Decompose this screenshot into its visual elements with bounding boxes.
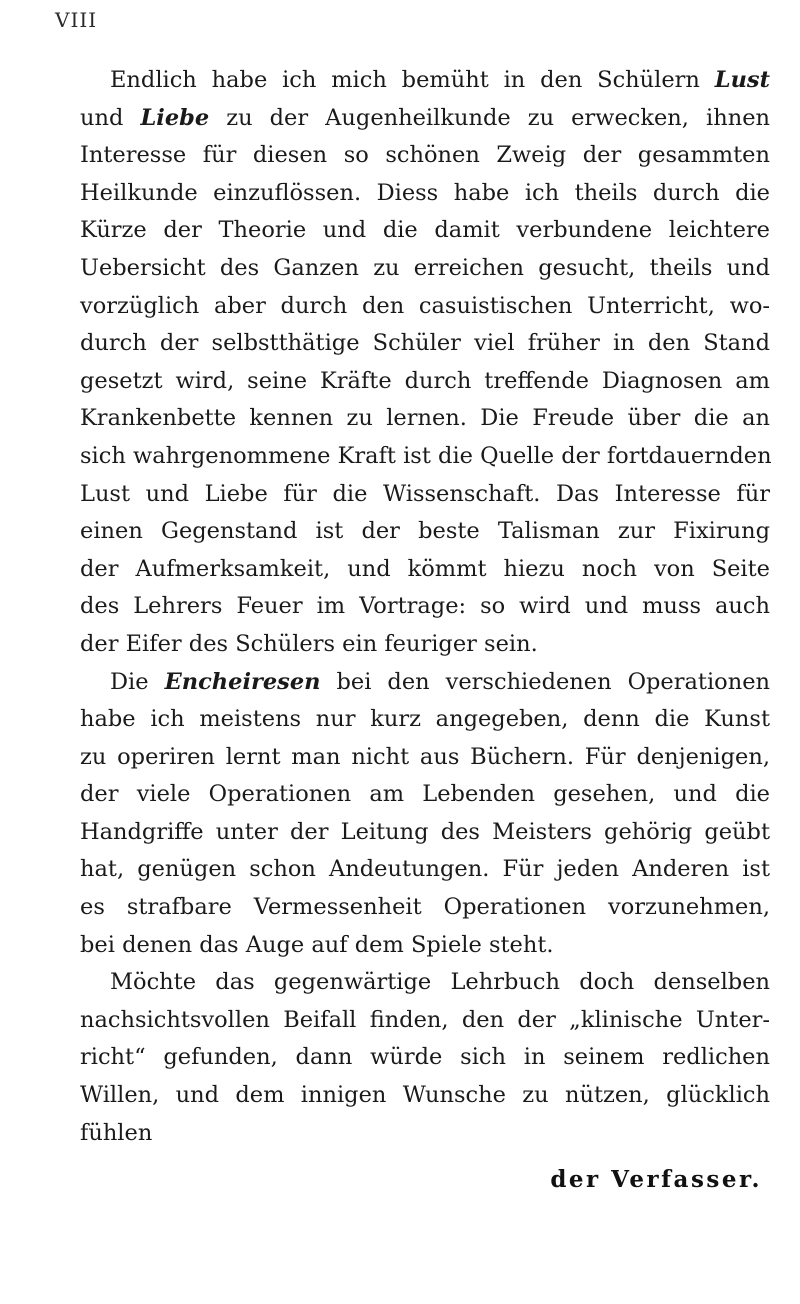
text-line: nachsichtsvollen Beifall finden, den der „klinische Unter- bbox=[80, 1006, 770, 1033]
paragraph-1 bbox=[80, 62, 770, 664]
text-line: Endlich habe ich mich bemüht in den Schülern Lust bbox=[110, 67, 770, 93]
text-line: vorzüglich aber durch den casuistischen Unterricht, wo- bbox=[80, 292, 770, 319]
text-line: Uebersicht des Ganzen zu erreichen gesucht, theils und bbox=[80, 254, 770, 281]
text-line: fühlen bbox=[80, 1119, 153, 1146]
text-line: Krankenbette kennen zu lernen. Die Freude über die an bbox=[80, 405, 770, 432]
text-line: durch der selbstthätige Schüler viel früher in den Stand bbox=[80, 330, 770, 357]
text-line: Möchte das gegenwärtige Lehrbuch doch denselben bbox=[110, 969, 770, 996]
text-line: einen Gegenstand ist der beste Talisman zur Fixirung bbox=[80, 518, 770, 545]
text-line: der Eifer des Schülers ein feuriger sein. bbox=[80, 630, 538, 657]
paragraph-2 bbox=[80, 664, 770, 965]
text-line: Handgriffe unter der Leitung des Meisters gehörig geübt bbox=[80, 818, 770, 845]
text-line: habe ich meistens nur kurz angegeben, denn die Kunst bbox=[80, 706, 770, 733]
text-line: und Liebe zu der Augenheilkunde zu erwecken, ihnen bbox=[80, 104, 770, 131]
text-line: Willen, und dem innigen Wunsche zu nützen, glücklich bbox=[80, 1082, 770, 1109]
signature: der Verfasser. bbox=[550, 1166, 762, 1193]
text-line: des Lehrers Feuer im Vortrage: so wird und muss auch bbox=[80, 593, 770, 620]
text-line: Die Encheiresen bei den verschiedenen Operationen bbox=[110, 668, 770, 695]
text-line: richt“ gefunden, dann würde sich in seinem redlichen bbox=[80, 1044, 770, 1071]
text-line: zu operiren lernt man nicht aus Büchern. Für denjenigen, bbox=[80, 743, 770, 770]
body-text bbox=[80, 62, 770, 1152]
text-line: sich wahrgenommene Kraft ist die Quelle der fortdauernden bbox=[80, 442, 772, 469]
text-line: der Aufmerksamkeit, und kömmt hiezu noch von Seite bbox=[80, 555, 770, 582]
page-number: VIII bbox=[55, 8, 98, 32]
text-line: es strafbare Vermessenheit Operationen vorzunehmen, bbox=[80, 894, 770, 921]
emphasis-lust: Lust bbox=[714, 67, 770, 93]
text-line: Interesse für diesen so schönen Zweig der gesammten bbox=[80, 142, 770, 169]
text-line: hat, genügen schon Andeutungen. Für jeden Anderen ist bbox=[80, 856, 770, 883]
text-line: bei denen das Auge auf dem Spiele steht. bbox=[80, 931, 554, 958]
text-line: Lust und Liebe für die Wissenschaft. Das Interesse für bbox=[80, 480, 770, 507]
paragraph-3 bbox=[80, 964, 770, 1152]
text-line: Heilkunde einzuflössen. Diess habe ich theils durch die bbox=[80, 179, 770, 206]
text-line: Kürze der Theorie und die damit verbundene leichtere bbox=[80, 217, 770, 244]
emphasis-liebe: Liebe bbox=[140, 104, 210, 131]
text-line: der viele Operationen am Lebenden gesehen, und die bbox=[80, 781, 770, 808]
emphasis-encheiresen: Encheiresen bbox=[164, 668, 321, 695]
text-line: gesetzt wird, seine Kräfte durch treffende Diagnosen am bbox=[80, 367, 770, 394]
